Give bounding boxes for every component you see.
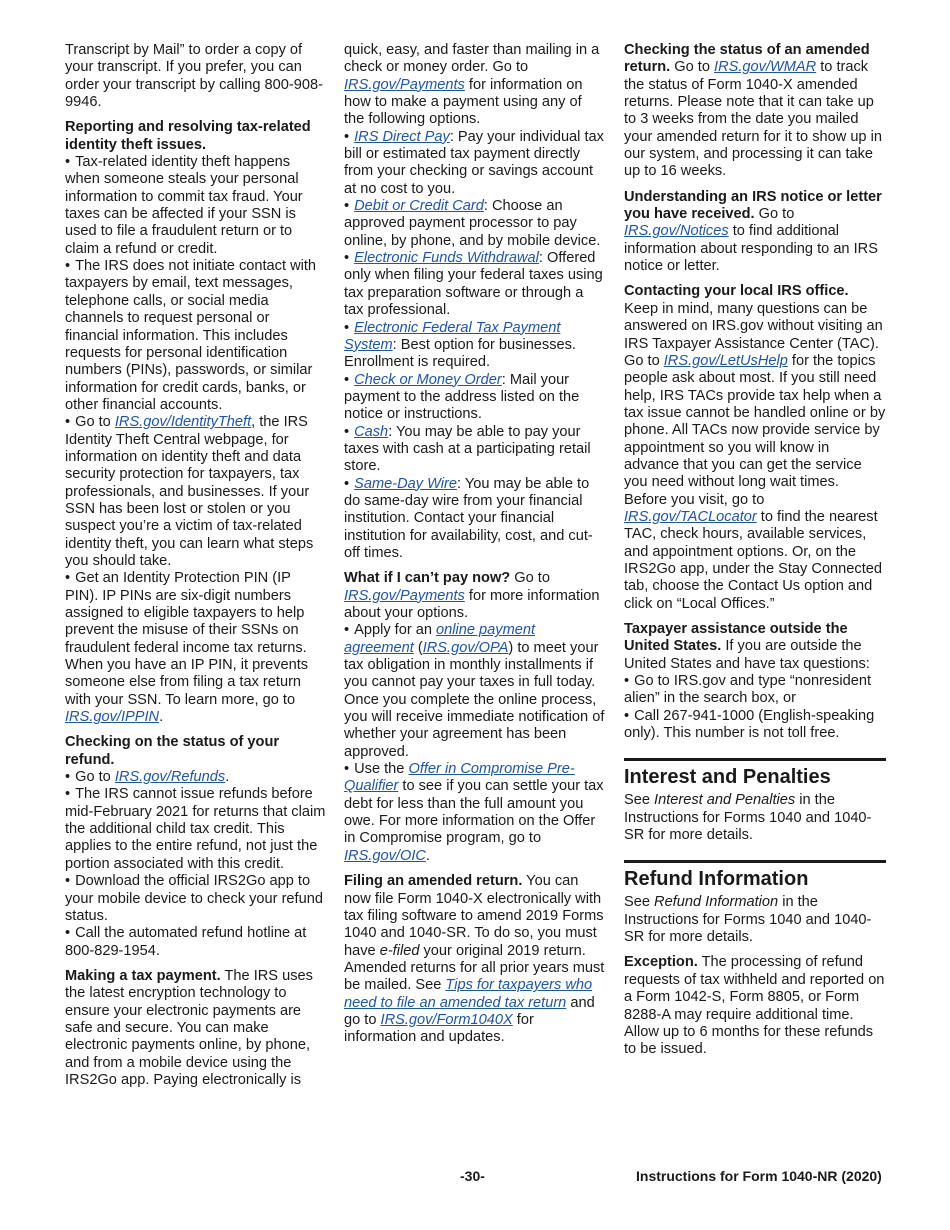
offer-in-compromise-link[interactable]: Offer in Compromise Pre-Qualifier	[344, 761, 575, 795]
bullet-item: • Call 267-941-1000 (English-speaking only). This number is not toll free.	[624, 708, 886, 743]
page-number: -30-	[460, 1168, 485, 1184]
paragraph: Taxpayer assistance outside the United States. If you are outside the United States and have tax questions:	[624, 621, 870, 672]
form-name: Instructions for Form 1040-NR (2020)	[636, 1168, 882, 1184]
section-divider	[624, 758, 886, 761]
opa-link[interactable]: IRS.gov/OPA	[422, 639, 509, 656]
section-heading: Reporting and resolving tax-related identity theft issues.	[65, 119, 311, 153]
bullet-item: • Check or Money Order: Mail your payment to the address listed on the notice or instructions.	[344, 372, 606, 424]
paragraph: quick, easy, and faster than mailing in a check or money order. Go to IRS.gov/Payments for information on how to make a payment using any of the following options.	[344, 42, 600, 128]
wmar-link[interactable]: IRS.gov/WMAR	[714, 59, 817, 76]
bullet-item: • The IRS does not initiate contact with taxpayers by email, text messages, telephone calls, or social media channels to request personal or financial information. This includes requests for personal identification numbers (PINs), passwords, or similar information for credit cards, banks, or other financial accounts.	[65, 258, 327, 414]
debit-credit-link[interactable]: Debit or Credit Card	[354, 198, 484, 215]
let-us-help-link[interactable]: IRS.gov/LetUsHelp	[663, 352, 788, 369]
section-title: Interest and Penalties	[624, 766, 831, 789]
paragraph: See Interest and Penalties in the Instructions for Forms 1040 and 1040-SR for more details.	[624, 792, 872, 844]
cash-link[interactable]: Cash	[354, 423, 389, 440]
paragraph: What if I can’t pay now? Go to IRS.gov/Payments for more information about your options.	[344, 570, 600, 621]
column-right	[624, 42, 886, 1059]
paragraph: Checking the status of an amended return. Go to IRS.gov/WMAR to track the status of Form 1040-X amended returns. Please note that it can take up to 3 weeks from the date you mailed your amended return for it to show up in our system, and processing it can take up to 16 weeks.	[624, 42, 882, 180]
identity-theft-link[interactable]: IRS.gov/IdentityTheft	[114, 414, 252, 431]
bullet-item: • Apply for an online payment agreement (IRS.gov/OPA) to meet your tax obligation in monthly installments if you cannot pay your taxes in full today. Once you complete the online process, you will receive immediate notification of whether your agreement has been approved.	[344, 622, 606, 761]
bullet-item: • Tax-related identity theft happens when someone steals your personal information to commit tax fraud. Your taxes can be affected if your SSN is used to file a fraudulent return or to claim a refund or credit.	[65, 154, 327, 258]
oic-link[interactable]: IRS.gov/OIC	[344, 847, 426, 864]
eftps-link[interactable]: Electronic Federal Tax Payment System	[344, 319, 561, 353]
payments-link[interactable]: IRS.gov/Payments	[344, 76, 465, 93]
bullet-item: • Cash: You may be able to pay your taxes with cash at a participating retail store.	[344, 424, 606, 476]
paragraph: See Refund Information in the Instructions for Forms 1040 and 1040-SR for more details.	[624, 894, 872, 946]
form1040x-link[interactable]: IRS.gov/Form1040X	[380, 1011, 513, 1028]
amended-return-tips-link[interactable]: Tips for taxpayers who need to file an amended tax return	[344, 977, 593, 1011]
paragraph: Exception. The processing of refund requests of tax withheld and reported on a Form 1042-S, Form 8805, or Form 8288-A may require additional time. Allow up to 6 months for these refunds to be issued.	[624, 954, 885, 1058]
direct-pay-link[interactable]: IRS Direct Pay	[354, 128, 450, 145]
bullet-item: • Electronic Federal Tax Payment System: Best option for businesses. Enrollment is required.	[344, 320, 606, 372]
column-left	[65, 42, 327, 1089]
online-payment-agreement-link[interactable]: online payment agreement	[344, 622, 536, 656]
ippin-link[interactable]: IRS.gov/IPPIN	[65, 709, 160, 726]
bullet-item: • Download the official IRS2Go app to your mobile device to check your refund status.	[65, 873, 327, 925]
bullet-item: • Go to IRS.gov and type “nonresident alien” in the search box, or	[624, 673, 886, 708]
bullet-item: • The IRS cannot issue refunds before mid-February 2021 for returns that claim the additional child tax credit. This applies to the entire refund, not just the portion associated with this credit.	[65, 786, 327, 873]
bullet-item: • Debit or Credit Card: Choose an approved payment processor to pay online, by phone, and by mobile device.	[344, 198, 606, 250]
bullet-item: • Get an Identity Protection PIN (IP PIN). IP PINs are six-digit numbers assigned to eligible taxpayers to help prevent the misuse of their SSNs on fraudulent federal income tax returns. When you have an IP PIN, it prevents someone else from filing a tax return with your SSN. To learn more, go to IRS.gov/IPPIN.	[65, 570, 327, 726]
refunds-link[interactable]: IRS.gov/Refunds	[114, 769, 226, 786]
bullet-item: • Go to IRS.gov/IdentityTheft, the IRS Identity Theft Central webpage, for information on identity theft and data security protection for taxpayers, tax professionals, and businesses. If your SSN has been lost or stolen or you suspect you’re a victim of tax-related identity theft, you can learn what steps you should take.	[65, 414, 327, 570]
bullet-item: • Electronic Funds Withdrawal: Offered only when filing your federal taxes using tax preparation software or through a tax professional.	[344, 250, 606, 319]
bullet-item: • Go to IRS.gov/Refunds.	[65, 769, 327, 786]
same-day-wire-link[interactable]: Same-Day Wire	[354, 475, 457, 492]
paragraph: Understanding an IRS notice or letter you have received. Go to IRS.gov/Notices to find additional information about responding to an IRS notice or letter.	[624, 188, 882, 275]
tac-locator-link[interactable]: IRS.gov/TACLocator	[624, 508, 757, 525]
bullet-item: • IRS Direct Pay: Pay your individual tax bill or estimated tax payment directly from your checking or savings account at no cost to you.	[344, 129, 606, 198]
paragraph: Contacting your local IRS office. Keep in mind, many questions can be answered on IRS.gov without visiting an IRS Taxpayer Assistance Center (TAC). Go to IRS.gov/LetUsHelp for the topics people ask about most. If you still need help, IRS TACs provide tax help when a tax issue cannot be handled online or by phone. All TACs now provide service by appointment so you will know in advance that you can get the service you need without long wait times. Before you visit, go to IRS.gov/TACLocator to find the nearest TAC, check hours, available services, and appointment options. Or, on the IRS2Go app, under the Stay Connected tab, choose the Contact Us option and click on “Local Offices.”	[624, 283, 886, 612]
bullet-item: • Call the automated refund hotline at 800-829-1954.	[65, 925, 327, 960]
check-money-order-link[interactable]: Check or Money Order	[354, 371, 502, 388]
section-heading: Checking on the status of your refund.	[65, 734, 280, 768]
notices-link[interactable]: IRS.gov/Notices	[624, 223, 729, 240]
section-title: Refund Information	[624, 868, 809, 891]
paragraph: Making a tax payment. The IRS uses the latest encryption technology to ensure your electronic payments are safe and secure. You can make electronic payments online, by phone, and from a mobile device using the IRS2Go app. Paying electronically is	[65, 967, 313, 1088]
bullet-item: • Use the Offer in Compromise Pre-Qualifier to see if you can settle your tax debt for less than the full amount you owe. For more information on the Offer in Compromise program, go to IRS.gov/OIC.	[344, 761, 606, 865]
electronic-funds-link[interactable]: Electronic Funds Withdrawal	[354, 250, 539, 267]
section-divider	[624, 860, 886, 863]
paragraph: Transcript by Mail” to order a copy of your transcript. If you prefer, you can order your transcript by calling 800-908-9946.	[65, 42, 323, 111]
paragraph: Filing an amended return. You can now file Form 1040-X electronically with tax filing software to amend 2019 Forms 1040 and 1040-SR. To do so, you must have e-filed your original 2019 return. Amended returns for all prior years must be mailed. See Tips for taxpayers who need to file an amended tax return and go to IRS.gov/Form1040X for information and updates.	[344, 873, 605, 1046]
payments-link-2[interactable]: IRS.gov/Payments	[344, 587, 465, 604]
bullet-item: • Same-Day Wire: You may be able to do same-day wire from your financial institution. Contact your financial institution for availability, cost, and cut-off times.	[344, 476, 606, 563]
column-middle	[344, 42, 606, 1047]
